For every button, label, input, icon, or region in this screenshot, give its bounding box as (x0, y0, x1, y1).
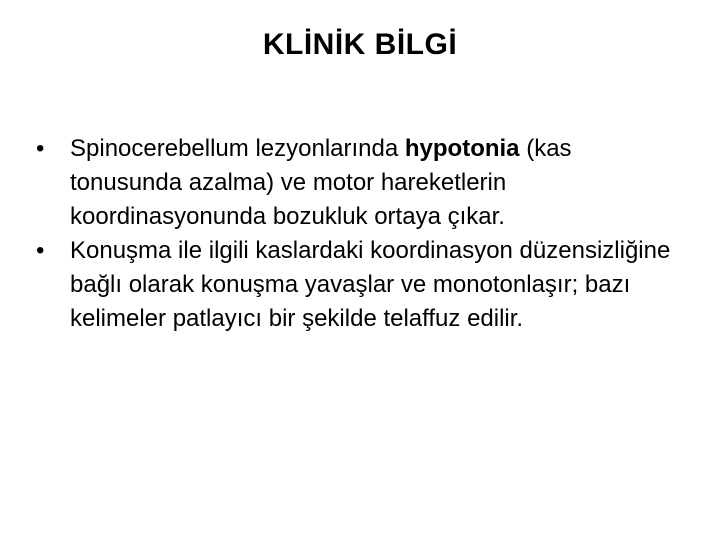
bullet-icon: • (36, 135, 45, 162)
bullet-text: Konuşma ile ilgili kaslardaki koordinasyon düzensizliğine bağlı olarak konuşma yavaşlar ve monotonlaşır; bazı kelimeler patlayıcı bir şekilde telaffuz edilir. (70, 237, 671, 332)
bullet-text-start: Spinocerebellum lezyonlarında (70, 135, 405, 162)
bullet-text-end: (kas tonusunda azalma) ve motor hareketlerin koordinasyonunda bozukluk ortaya çıkar. (70, 135, 572, 230)
bullet-icon: • (36, 237, 45, 264)
emphasis-term: hypotonia (404, 135, 520, 162)
slide-title: KLİNİK BİLGİ (262, 28, 458, 61)
bullet-item-speech (36, 234, 686, 336)
bullet-list (36, 132, 686, 336)
bullet-item-hypotonia (36, 132, 686, 234)
